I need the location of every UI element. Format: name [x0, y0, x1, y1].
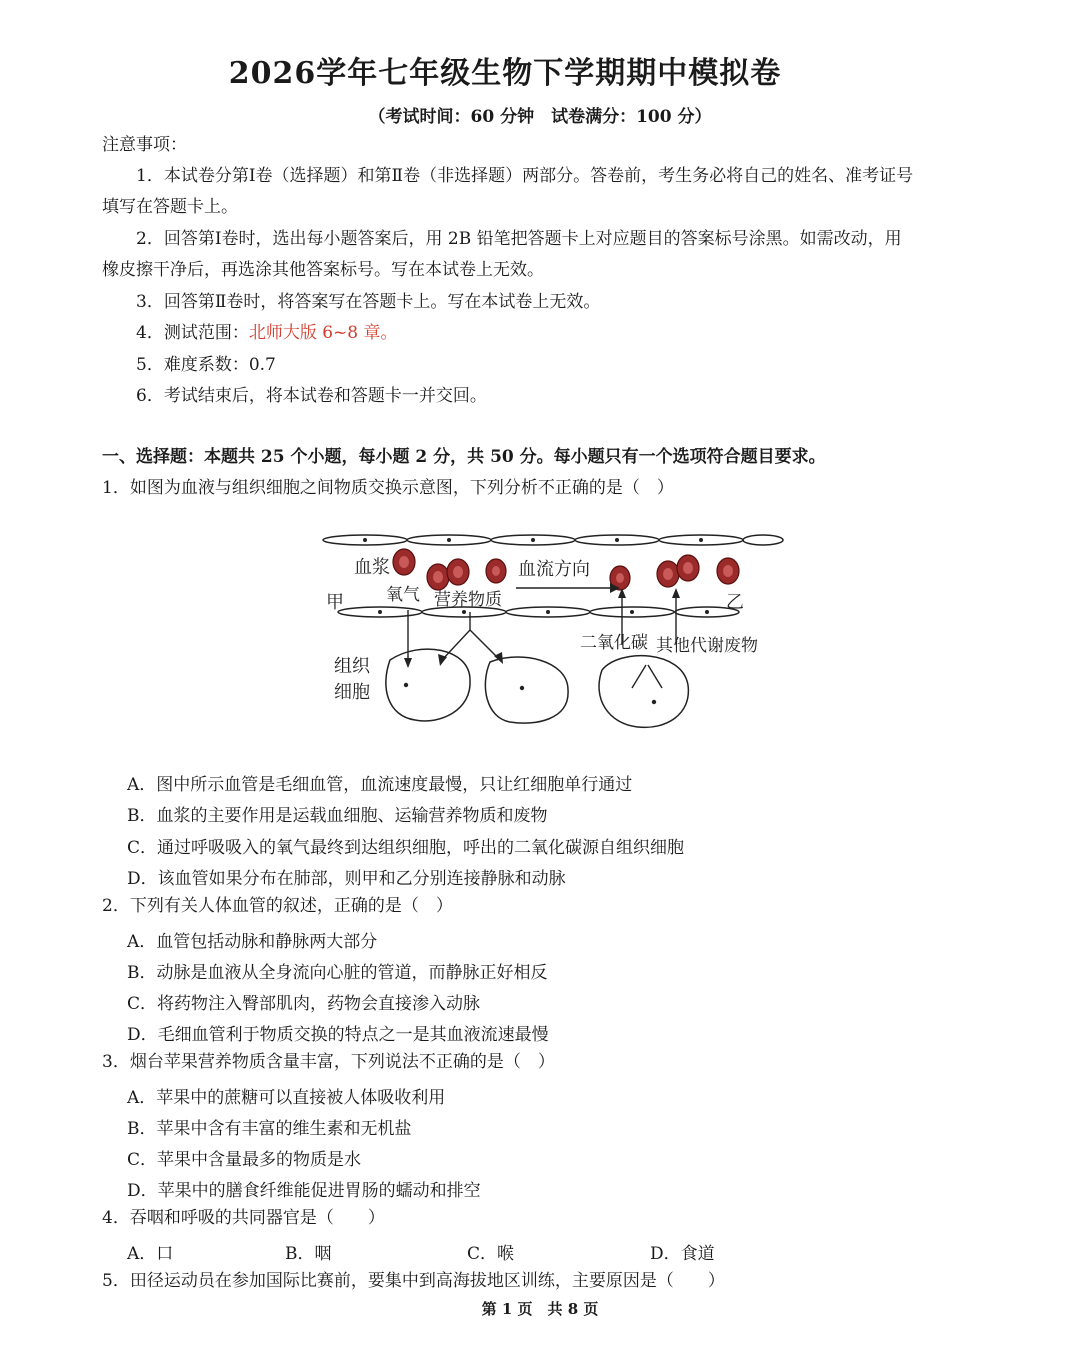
- tissue-cells: [386, 649, 689, 727]
- question-3-option-b: B．苹果中含有丰富的维生素和无机盐: [127, 1119, 412, 1139]
- question-4-stem: 4．吞咽和呼吸的共同器官是（ ）: [102, 1208, 385, 1228]
- page-footer: 第 1 页 共 8 页: [481, 1300, 599, 1318]
- notice-2-line2: 橡皮擦干净后，再选涂其他答案标号。写在本试卷上无效。: [102, 260, 544, 280]
- exam-info: （考试时间：60 分钟 试卷满分：100 分）: [368, 107, 712, 127]
- section-heading: 一、选择题：本题共 25 个小题，每小题 2 分，共 50 分。每小题只有一个选项符合题目要求。: [102, 447, 826, 467]
- question-2-option-a: A．血管包括动脉和静脉两大部分: [127, 932, 378, 952]
- question-3-option-a: A．苹果中的蔗糖可以直接被人体吸收利用: [127, 1088, 446, 1108]
- test-scope: 北师大版 6~8 章。: [248, 323, 398, 343]
- capillary-wall-bottom: [338, 607, 739, 617]
- notice-1-line1: 1．本试卷分第Ⅰ卷（选择题）和第Ⅱ卷（非选择题）两部分。答卷前，考生务必将自己的姓名、准考证号: [136, 166, 914, 186]
- question-1-stem: 1．如图为血液与组织细胞之间物质交换示意图，下列分析不正确的是（ ）: [102, 478, 674, 498]
- label-tissue-2: 细胞: [334, 682, 370, 703]
- notice-5: 5．难度系数：0.7: [136, 355, 276, 375]
- question-1-option-d: D．该血管如果分布在肺部，则甲和乙分别连接静脉和动脉: [127, 869, 566, 889]
- question-1-option-a: A．图中所示血管是毛细血管，血流速度最慢，只让红细胞单行通过: [127, 775, 633, 795]
- label-plasma: 血浆: [354, 557, 390, 578]
- notice-4-prefix: 4．测试范围：: [136, 323, 249, 343]
- question-2-stem: 2．下列有关人体血管的叙述，正确的是（ ）: [102, 896, 453, 916]
- question-4-option-d: D．食道: [650, 1244, 715, 1264]
- notice-heading: 注意事项：: [102, 135, 187, 155]
- notice-6: 6．考试结束后，将本试卷和答题卡一并交回。: [136, 386, 487, 406]
- notice-4: [136, 322, 398, 344]
- question-2-option-c: C．将药物注入臀部肌肉，药物会直接渗入动脉: [127, 994, 481, 1014]
- question-5-stem: 5．田径运动员在参加国际比赛前，要集中到高海拔地区训练，主要原因是（ ）: [102, 1271, 725, 1291]
- notice-2-line1: 2．回答第Ⅰ卷时，选出每小题答案后，用 2B 铅笔把答题卡上对应题目的答案标号涂黑。如需改动，用: [136, 229, 902, 249]
- label-jia: 甲: [326, 592, 344, 613]
- notice-1-line2: 填写在答题卡上。: [102, 197, 238, 217]
- label-nutrients: 营养物质: [434, 590, 502, 610]
- question-2-option-b: B．动脉是血液从全身流向心脏的管道，而静脉正好相反: [127, 963, 548, 983]
- label-oxygen: 氧气: [386, 585, 420, 605]
- question-3-option-c: C．苹果中含量最多的物质是水: [127, 1150, 362, 1170]
- label-yi: 乙: [726, 592, 744, 613]
- question-2-option-d: D．毛细血管利于物质交换的特点之一是其血液流速最慢: [127, 1025, 549, 1045]
- label-waste: 其他代谢废物: [656, 636, 758, 656]
- question-3-option-d: D．苹果中的膳食纤维能促进胃肠的蠕动和排空: [127, 1181, 481, 1201]
- label-tissue-1: 组织: [334, 656, 370, 677]
- notice-3: 3．回答第Ⅱ卷时，将答案写在答题卡上。写在本试卷上无效。: [136, 292, 601, 312]
- capillary-exchange-diagram: [320, 520, 790, 740]
- question-4-option-a: A．口: [127, 1244, 174, 1264]
- label-flow-direction: 血流方向: [518, 559, 590, 580]
- capillary-wall-top: [323, 535, 783, 545]
- question-4-option-b: B．咽: [285, 1244, 332, 1264]
- question-1-option-b: B．血浆的主要作用是运载血细胞、运输营养物质和废物: [127, 806, 548, 826]
- page-title: 2026学年七年级生物下学期期中模拟卷: [228, 56, 782, 91]
- question-4-option-c: C．喉: [467, 1244, 515, 1264]
- question-3-stem: 3．烟台苹果营养物质含量丰富，下列说法不正确的是（ ）: [102, 1052, 555, 1072]
- label-co2: 二氧化碳: [580, 633, 648, 653]
- question-1-option-c: C．通过呼吸吸入的氧气最终到达组织细胞，呼出的二氧化碳源自组织细胞: [127, 838, 685, 858]
